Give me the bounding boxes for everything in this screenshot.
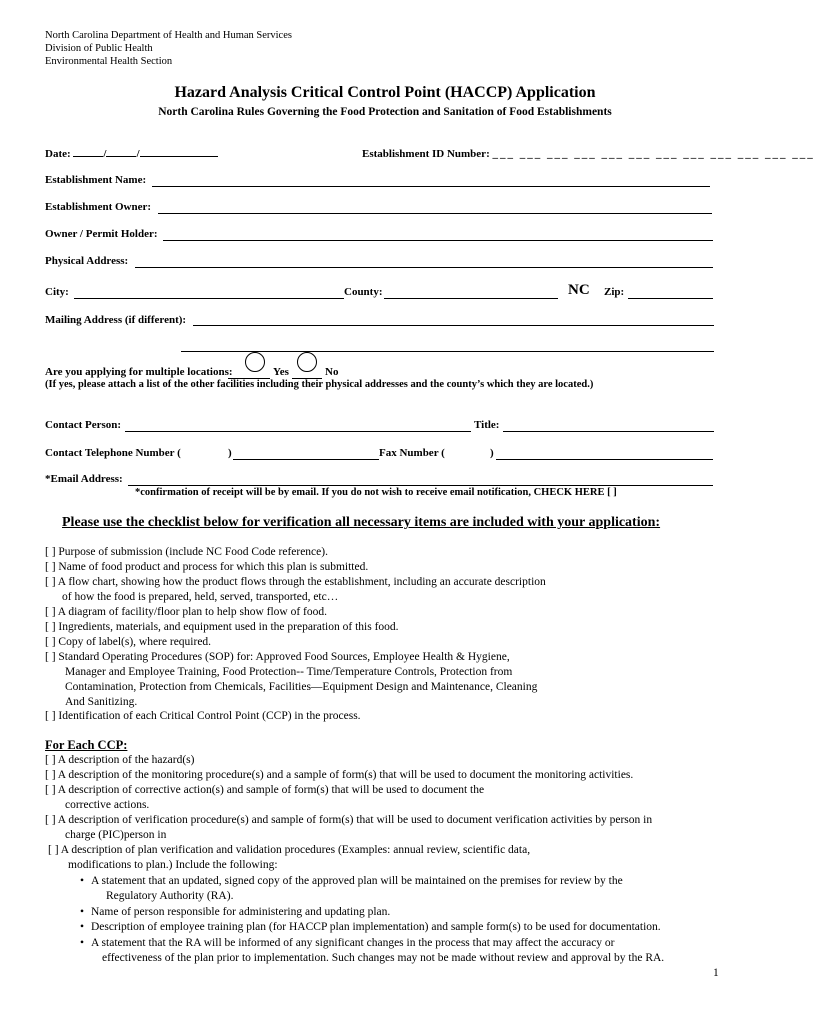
contact-person-label: Contact Person: xyxy=(45,419,122,431)
ccp-item-continued: corrective actions. xyxy=(65,799,150,811)
establishment-id-label: Establishment ID Number: xyxy=(362,148,490,160)
ccp-bullet-continued: effectiveness of the plan prior to implementation. Such changes may not be made without review and approval by the RA. xyxy=(102,952,665,964)
email-label: *Email Address: xyxy=(45,473,123,485)
checklist-item[interactable]: [ ] A flow chart, showing how the product flows through the establishment, including an accurate description xyxy=(45,576,546,588)
yes-radio[interactable] xyxy=(245,352,265,372)
ccp-item-continued: charge (PIC)person in xyxy=(65,829,167,841)
checklist-item[interactable]: [ ] Copy of label(s), where required. xyxy=(45,636,212,648)
county-label: County: xyxy=(344,286,383,298)
establishment-id-field[interactable]: Establishment ID Number: ___ ___ ___ ___ ___ ___ ___ ___ ___ ___ ___ ___ xyxy=(362,148,815,160)
checklist-item[interactable]: [ ] Name of food product and process for which this plan is submitted. xyxy=(45,561,369,573)
page-number: 1 xyxy=(713,967,719,979)
multiple-locations-note: (If yes, please attach a list of the other facilities including their physical addresses and the county’s which they are located.) xyxy=(45,379,594,390)
ccp-item[interactable]: [ ] A description of plan verification and validation procedures (Examples: annual review, scientific data, xyxy=(48,844,531,856)
city-line[interactable] xyxy=(74,298,344,299)
mailing-address-line-2[interactable] xyxy=(181,351,714,352)
ccp-item[interactable]: [ ] A description of verification procedure(s) and sample of form(s) that will be used to document verification activities by person in xyxy=(45,814,653,826)
ccp-bullet-continued: Regulatory Authority (RA). xyxy=(106,890,234,902)
checklist-item[interactable]: [ ] Ingredients, materials, and equipment used in the preparation of this food. xyxy=(45,621,399,633)
zip-line[interactable] xyxy=(628,298,713,299)
no-radio[interactable] xyxy=(297,352,317,372)
establishment-name-line[interactable] xyxy=(152,186,710,187)
zip-label: Zip: xyxy=(604,286,625,298)
phone-line[interactable] xyxy=(233,459,379,460)
owner-permit-label: Owner / Permit Holder: xyxy=(45,228,158,240)
checklist-item[interactable]: [ ] Identification of each Critical Control Point (CCP) in the process. xyxy=(45,710,361,722)
mailing-address-label: Mailing Address (if different): xyxy=(45,314,187,326)
ccp-bullet: • Description of employee training plan (for HACCP plan implementation) and sample form(s) to be used for documentation. xyxy=(91,921,661,933)
state-value: NC xyxy=(568,282,590,298)
date-field[interactable] xyxy=(45,148,218,160)
no-label: No xyxy=(325,366,339,378)
ccp-item-continued: modifications to plan.) Include the following: xyxy=(68,859,278,871)
section-name: Environmental Health Section xyxy=(45,56,173,67)
ccp-item[interactable]: [ ] A description of the hazard(s) xyxy=(45,754,195,766)
ccp-item[interactable]: [ ] A description of corrective action(s) and sample of form(s) that will be used to document the xyxy=(45,784,485,796)
physical-address-line[interactable] xyxy=(135,267,713,268)
title-label: Title: xyxy=(474,419,500,431)
checklist-item-continued: Contamination, Protection from Chemicals, Facilities—Equipment Design and Maintenance, Cleaning xyxy=(65,681,538,693)
date-separator: / xyxy=(136,148,140,160)
mailing-address-line-1[interactable] xyxy=(193,325,714,326)
division-name: Division of Public Health xyxy=(45,43,153,54)
physical-address-label: Physical Address: xyxy=(45,255,129,267)
fax-label: Fax Number ( xyxy=(379,447,445,459)
contact-person-line[interactable] xyxy=(125,431,471,432)
agency-name: North Carolina Department of Health and Human Services xyxy=(45,30,292,41)
establishment-name-label: Establishment Name: xyxy=(45,174,147,186)
ccp-item[interactable]: [ ] A description of the monitoring procedure(s) and a sample of form(s) that will be used to document the monitoring activities. xyxy=(45,769,634,781)
email-note: *confirmation of receipt will be by email. If you do not wish to receive email notification, CHECK HERE [ ] xyxy=(135,487,617,498)
multiple-locations-label: Are you applying for multiple locations: xyxy=(45,366,233,378)
checklist-item[interactable]: [ ] Standard Operating Procedures (SOP) for: Approved Food Sources, Employee Health & Hygiene, xyxy=(45,651,510,663)
establishment-owner-label: Establishment Owner: xyxy=(45,201,152,213)
date-label: Date: xyxy=(45,148,71,160)
phone-paren-close: ) xyxy=(228,447,232,459)
checklist-item[interactable]: [ ] A diagram of facility/floor plan to help show flow of food. xyxy=(45,606,328,618)
ccp-heading: For Each CCP: xyxy=(45,738,128,752)
city-label: City: xyxy=(45,286,69,298)
yes-label: Yes xyxy=(273,366,289,378)
ccp-bullet: • A statement that an updated, signed copy of the approved plan will be maintained on the premises for review by the xyxy=(91,875,623,887)
county-line[interactable] xyxy=(384,298,558,299)
date-separator: / xyxy=(103,148,107,160)
checklist-item[interactable]: [ ] Purpose of submission (include NC Food Code reference). xyxy=(45,546,328,558)
phone-label: Contact Telephone Number ( xyxy=(45,447,181,459)
checklist-heading: Please use the checklist below for verification all necessary items are included with your application: xyxy=(62,515,661,530)
establishment-owner-line[interactable] xyxy=(158,213,712,214)
fax-line[interactable] xyxy=(496,459,713,460)
title-line[interactable] xyxy=(503,431,714,432)
ccp-bullet: • Name of person responsible for administering and updating plan. xyxy=(91,906,390,918)
fax-paren-close: ) xyxy=(490,447,494,459)
document-title: Hazard Analysis Critical Control Point (HACCP) Application xyxy=(174,84,596,101)
checklist-item-continued: And Sanitizing. xyxy=(65,696,138,708)
owner-permit-line[interactable] xyxy=(163,240,713,241)
email-line[interactable] xyxy=(128,485,713,486)
checklist-item-continued: of how the food is prepared, held, served, transported, etc… xyxy=(62,591,339,603)
checklist-item-continued: Manager and Employee Training, Food Protection-- Time/Temperature Controls, Protection from xyxy=(65,666,513,678)
ccp-bullet: • A statement that the RA will be informed of any significant changes in the process that may affect the accuracy or xyxy=(91,937,615,949)
document-subtitle: North Carolina Rules Governing the Food Protection and Sanitation of Food Establishments xyxy=(158,106,612,118)
